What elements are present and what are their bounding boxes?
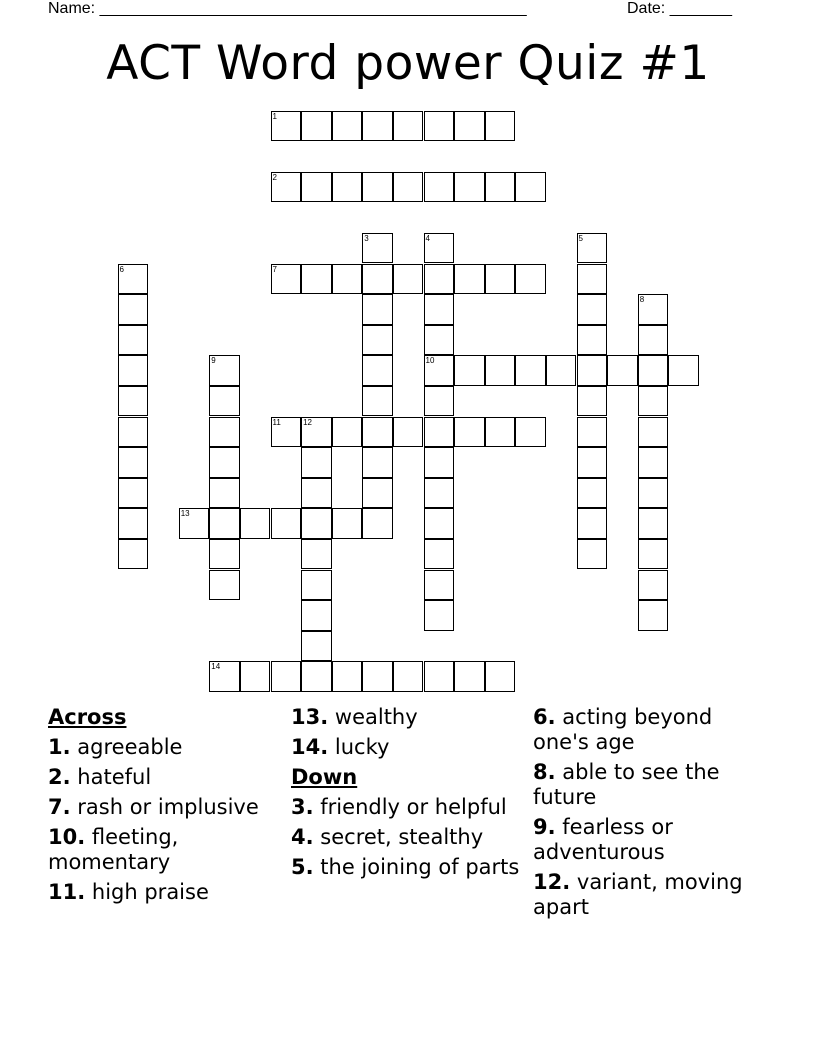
grid-cell[interactable] (362, 233, 393, 264)
clue-number-9: 9 (211, 356, 216, 366)
grid-cell[interactable] (515, 355, 546, 386)
grid-cell[interactable] (118, 508, 149, 539)
grid-cell[interactable] (240, 508, 271, 539)
grid-cell[interactable] (454, 355, 485, 386)
grid-cell[interactable] (271, 417, 302, 448)
grid-cell[interactable] (638, 570, 669, 601)
grid-cell[interactable] (424, 233, 455, 264)
grid-cell[interactable] (332, 111, 363, 142)
grid-cell[interactable] (209, 478, 240, 509)
grid-cell[interactable] (577, 325, 608, 356)
grid-cell[interactable] (301, 172, 332, 203)
clue-column-3 (533, 702, 773, 925)
grid-cell[interactable] (393, 661, 424, 692)
grid-cell[interactable] (271, 264, 302, 295)
date-field: Date: _______ (627, 0, 732, 17)
clue-down-4: 4. secret, stealthy (291, 825, 484, 849)
grid-cell[interactable] (301, 631, 332, 662)
grid-cell[interactable] (424, 172, 455, 203)
grid-cell[interactable] (424, 386, 455, 417)
clue-number-4: 4 (425, 233, 430, 243)
grid-cell[interactable] (362, 386, 393, 417)
grid-cell[interactable] (393, 264, 424, 295)
grid-cell[interactable] (209, 447, 240, 478)
grid-cell[interactable] (424, 570, 455, 601)
grid-cell[interactable] (362, 478, 393, 509)
grid-cell[interactable] (301, 661, 332, 692)
grid-cell[interactable] (332, 508, 363, 539)
grid-cell[interactable] (577, 447, 608, 478)
grid-cell[interactable] (118, 264, 149, 295)
clue-down-8: 8. able to see the future (533, 760, 720, 809)
grid-cell[interactable] (332, 417, 363, 448)
grid-cell[interactable] (118, 478, 149, 509)
name-field: Name: ________________________________________________ (48, 0, 527, 17)
grid-cell[interactable] (424, 264, 455, 295)
grid-cell[interactable] (393, 172, 424, 203)
grid-cell[interactable] (209, 661, 240, 692)
grid-cell[interactable] (179, 508, 210, 539)
grid-cell[interactable] (485, 661, 516, 692)
clue-number-1: 1 (272, 111, 277, 121)
clue-number-6: 6 (119, 264, 124, 274)
grid-cell[interactable] (638, 539, 669, 570)
grid-cell[interactable] (668, 355, 699, 386)
clue-down-6: 6. acting beyond one's age (533, 705, 713, 754)
grid-cell[interactable] (301, 111, 332, 142)
grid-cell[interactable] (118, 325, 149, 356)
clue-column-2 (291, 702, 531, 885)
grid-cell[interactable] (301, 417, 332, 448)
clue-across-13: 13. wealthy (291, 705, 418, 729)
grid-cell[interactable] (638, 600, 669, 631)
grid-cell[interactable] (577, 386, 608, 417)
clue-across-10: 10. fleeting, momentary (48, 825, 179, 874)
grid-cell[interactable] (271, 111, 302, 142)
grid-cell[interactable] (209, 539, 240, 570)
clue-number-8: 8 (639, 295, 645, 305)
grid-cell[interactable] (301, 508, 332, 539)
grid-cell[interactable] (332, 172, 363, 203)
grid-cell[interactable] (454, 172, 485, 203)
grid-cell[interactable] (118, 539, 149, 570)
grid-cell[interactable] (485, 111, 516, 142)
grid-cell[interactable] (301, 478, 332, 509)
grid-cell[interactable] (424, 325, 455, 356)
grid-cell[interactable] (546, 355, 577, 386)
grid-cell[interactable] (515, 172, 546, 203)
page-title: ACT Word power Quiz #1 (106, 36, 710, 91)
clue-number-13: 13 (180, 509, 190, 519)
grid-cell[interactable] (118, 294, 149, 325)
grid-cell[interactable] (362, 508, 393, 539)
grid-cell[interactable] (577, 264, 608, 295)
grid-cell[interactable] (638, 417, 669, 448)
grid-cell[interactable] (332, 264, 363, 295)
grid-cell[interactable] (118, 417, 149, 448)
clue-number-10: 10 (425, 356, 435, 366)
grid-cell[interactable] (454, 661, 485, 692)
grid-cell[interactable] (577, 233, 608, 264)
grid-cell[interactable] (485, 355, 516, 386)
grid-cell[interactable] (577, 355, 608, 386)
grid-cell[interactable] (209, 508, 240, 539)
grid-cell[interactable] (362, 661, 393, 692)
grid-cell[interactable] (485, 417, 516, 448)
grid-cell[interactable] (515, 264, 546, 295)
grid-cell[interactable] (424, 111, 455, 142)
grid-cell[interactable] (362, 447, 393, 478)
grid-cell[interactable] (577, 508, 608, 539)
clue-across-2: 2. hateful (48, 765, 152, 789)
clue-across-11: 11. high praise (48, 880, 209, 904)
grid-cell[interactable] (393, 111, 424, 142)
grid-cell[interactable] (393, 417, 424, 448)
grid-cell[interactable] (209, 570, 240, 601)
grid-cell[interactable] (577, 478, 608, 509)
clue-number-7: 7 (272, 264, 277, 274)
down-heading: Down (291, 765, 358, 789)
grid-cell[interactable] (607, 355, 638, 386)
grid-cell[interactable] (209, 355, 240, 386)
grid-cell[interactable] (485, 172, 516, 203)
grid-cell[interactable] (638, 325, 669, 356)
grid-cell[interactable] (424, 355, 455, 386)
grid-cell[interactable] (362, 294, 393, 325)
grid-cell[interactable] (362, 325, 393, 356)
grid-cell[interactable] (301, 600, 332, 631)
clue-number-11: 11 (272, 417, 281, 427)
grid-cell[interactable] (638, 386, 669, 417)
grid-cell[interactable] (638, 294, 669, 325)
clue-down-3: 3. friendly or helpful (291, 795, 507, 819)
clue-number-14: 14 (211, 662, 221, 672)
clue-column-1 (48, 702, 288, 910)
grid-cell[interactable] (271, 508, 302, 539)
grid-cell[interactable] (362, 264, 393, 295)
grid-cell[interactable] (577, 417, 608, 448)
grid-cell[interactable] (485, 264, 516, 295)
grid-cell[interactable] (362, 111, 393, 142)
grid-cell[interactable] (240, 661, 271, 692)
grid-cell[interactable] (424, 447, 455, 478)
grid-cell[interactable] (118, 447, 149, 478)
grid-cell[interactable] (638, 447, 669, 478)
grid-cell[interactable] (271, 172, 302, 203)
clue-number-12: 12 (303, 417, 312, 427)
grid-cell[interactable] (301, 570, 332, 601)
clue-number-3: 3 (364, 233, 369, 243)
grid-cell[interactable] (638, 355, 669, 386)
clue-number-2: 2 (272, 172, 277, 182)
grid-cell[interactable] (424, 539, 455, 570)
grid-cell[interactable] (362, 355, 393, 386)
clue-number-5: 5 (578, 233, 583, 243)
grid-cell[interactable] (118, 355, 149, 386)
grid-cell[interactable] (454, 111, 485, 142)
grid-cell[interactable] (638, 478, 669, 509)
clue-across-14: 14. lucky (291, 735, 390, 759)
grid-cell[interactable] (424, 294, 455, 325)
grid-cell[interactable] (332, 661, 363, 692)
grid-cell[interactable] (454, 264, 485, 295)
grid-cell[interactable] (454, 417, 485, 448)
grid-cell[interactable] (424, 417, 455, 448)
grid-cell[interactable] (577, 539, 608, 570)
grid-cell[interactable] (577, 294, 608, 325)
grid-cell[interactable] (424, 508, 455, 539)
clue-down-9: 9. fearless or adventurous (533, 815, 673, 864)
grid-cell[interactable] (424, 478, 455, 509)
grid-cell[interactable] (515, 417, 546, 448)
grid-cell[interactable] (424, 600, 455, 631)
grid-cell[interactable] (301, 447, 332, 478)
grid-cell[interactable] (424, 661, 455, 692)
grid-cell[interactable] (362, 172, 393, 203)
grid-cell[interactable] (118, 386, 149, 417)
clue-across-7: 7. rash or implusive (48, 795, 259, 819)
clue-across-1: 1. agreeable (48, 735, 183, 759)
clue-down-5: 5. the joining of parts (291, 855, 520, 879)
clue-down-12: 12. variant, moving apart (533, 870, 743, 919)
grid-cell[interactable] (209, 386, 240, 417)
across-heading: Across (48, 705, 127, 729)
grid-cell[interactable] (638, 508, 669, 539)
grid-cell[interactable] (362, 417, 393, 448)
grid-cell[interactable] (301, 539, 332, 570)
grid-cell[interactable] (301, 264, 332, 295)
grid-cell[interactable] (209, 417, 240, 448)
grid-cell[interactable] (271, 661, 302, 692)
